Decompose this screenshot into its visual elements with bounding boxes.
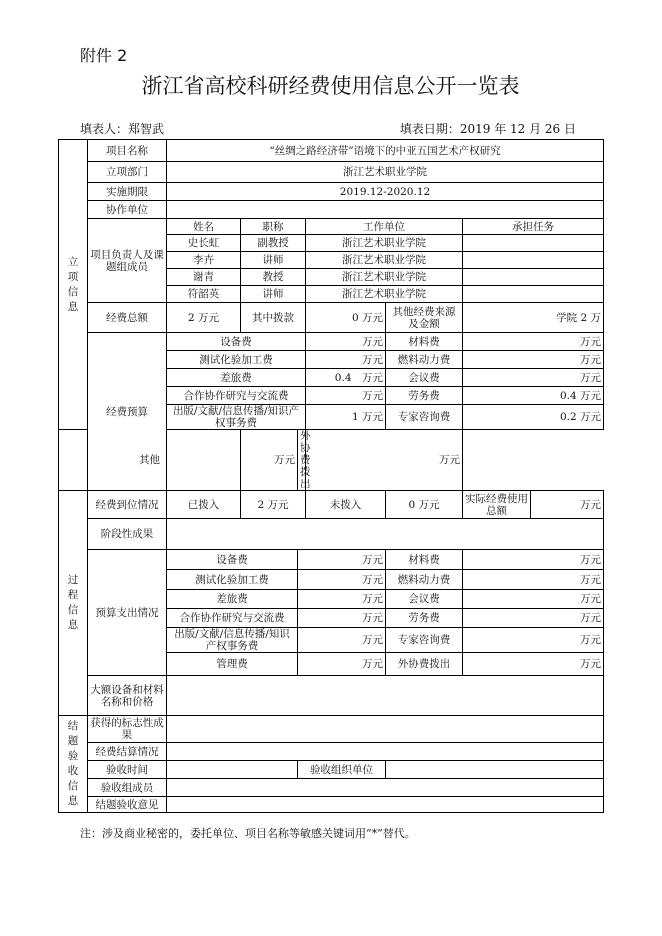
cell: 浙江艺术职业学院 xyxy=(306,235,463,252)
label: 经费结算情况 xyxy=(88,743,167,761)
label: 项目名称 xyxy=(88,140,167,162)
header: 工作单位 xyxy=(306,219,463,235)
cell: 燃料动力费 xyxy=(386,570,463,590)
other-funding: 学院 2 万 xyxy=(463,303,604,333)
cell: 劳务费 xyxy=(386,387,463,405)
page-title: 浙江省高校科研经费使用信息公开一览表 xyxy=(141,74,520,98)
cell: 讲师 xyxy=(241,252,306,269)
cell: 0.4 万元 xyxy=(306,369,386,387)
cell: 李卉 xyxy=(167,252,241,269)
cell: 万元 xyxy=(463,570,604,590)
cell: 合作协作研究与交流费 xyxy=(167,387,306,405)
cell: 1 万元 xyxy=(306,405,386,430)
filler-name: 填表人：郑智武 xyxy=(80,122,165,136)
label: 经费到位情况 xyxy=(88,491,167,519)
cell: 出版/文献/信息传播/知识产权事务费 xyxy=(167,405,306,430)
cell: 外协费拨出 xyxy=(386,653,463,676)
cell: 会议费 xyxy=(386,369,463,387)
cell: 合作协作研究与交流费 xyxy=(167,609,298,628)
cell: 万元 xyxy=(241,430,298,491)
cell: 万元 xyxy=(298,628,386,653)
cell xyxy=(463,269,604,286)
label: 已拨入 xyxy=(167,491,241,519)
large-items xyxy=(167,676,604,716)
cell: 管理费 xyxy=(167,653,298,676)
cell: 万元 xyxy=(463,351,604,369)
achievements xyxy=(167,716,604,743)
project-dept: 浙江艺术职业学院 xyxy=(167,162,604,183)
label: 验收组织单位 xyxy=(298,761,386,779)
cell: 材料费 xyxy=(386,333,463,351)
project-period: 2019.12-2020.12 xyxy=(167,183,604,201)
label: 验收时间 xyxy=(88,761,167,779)
fill-info-row xyxy=(58,122,603,137)
settlement xyxy=(167,743,604,761)
acceptance-org xyxy=(386,761,604,779)
cell: 浙江艺术职业学院 xyxy=(306,286,463,303)
actual: 万元 xyxy=(531,491,604,519)
cell xyxy=(463,252,604,269)
pending: 0 万元 xyxy=(386,491,463,519)
cell: 外协费拨出 xyxy=(298,430,306,491)
label: 预算支出情况 xyxy=(88,550,167,676)
cell: 符韶英 xyxy=(167,286,241,303)
section-process: 过程信息 xyxy=(59,491,88,716)
cell: 专家咨询费 xyxy=(386,405,463,430)
header: 职称 xyxy=(241,219,306,235)
cell: 史长虹 xyxy=(167,235,241,252)
cell: 差旅费 xyxy=(167,590,298,609)
cell: 万元 xyxy=(463,590,604,609)
acceptance-members xyxy=(167,779,604,797)
cell: 万元 xyxy=(298,590,386,609)
cell: 万元 xyxy=(306,351,386,369)
header: 姓名 xyxy=(167,219,241,235)
fill-date: 填表日期：2019 年 12 月 26 日 xyxy=(399,122,576,136)
label: 立项部门 xyxy=(88,162,167,183)
cell: 万元 xyxy=(306,430,463,491)
cell: 万元 xyxy=(463,653,604,676)
cell: 测试化验加工费 xyxy=(167,351,306,369)
attachment-label: 附件 2 xyxy=(80,46,128,65)
cell: 专家咨询费 xyxy=(386,628,463,653)
cell: 万元 xyxy=(463,628,604,653)
cell: 材料费 xyxy=(386,550,463,570)
cell: 万元 xyxy=(306,387,386,405)
label: 项目负责人及课题组成员 xyxy=(88,219,167,303)
allocated: 0 万元 xyxy=(306,303,386,333)
cell: 浙江艺术职业学院 xyxy=(306,269,463,286)
cell: 出版/文献/信息传播/知识产权事务费 xyxy=(167,628,298,653)
cell: 教授 xyxy=(241,269,306,286)
label: 阶段性成果 xyxy=(88,519,167,550)
project-name: “丝绸之路经济带”语境下的中亚五国艺术产权研究 xyxy=(167,140,604,162)
label: 其他经费来源及金额 xyxy=(386,303,463,333)
cell: 万元 xyxy=(298,550,386,570)
section-closing: 结题验收信息 xyxy=(59,716,88,813)
label: 经费预算 xyxy=(88,333,167,491)
label: 实际经费使用总额 xyxy=(463,491,531,519)
total-funding: 2 万元 xyxy=(167,303,241,333)
cell: 万元 xyxy=(463,369,604,387)
cell: 谢青 xyxy=(167,269,241,286)
cell: 讲师 xyxy=(241,286,306,303)
label: 获得的标志性成果 xyxy=(88,716,167,743)
coop-unit xyxy=(167,201,604,219)
label: 验收组成员 xyxy=(88,779,167,797)
cell: 万元 xyxy=(306,333,386,351)
page-content xyxy=(58,46,603,841)
label: 协作单位 xyxy=(88,201,167,219)
cell xyxy=(463,286,604,303)
cell: 0.4 万元 xyxy=(463,387,604,405)
cell xyxy=(463,235,604,252)
cell: 万元 xyxy=(298,653,386,676)
label: 经费总额 xyxy=(88,303,167,333)
footnote: 注：涉及商业秘密的，委托单位、项目名称等敏感关键词用“*”替代。 xyxy=(80,827,416,840)
cell: 浙江艺术职业学院 xyxy=(306,252,463,269)
cell: 万元 xyxy=(463,333,604,351)
cell: 燃料动力费 xyxy=(386,351,463,369)
cell: 其他 xyxy=(59,430,241,491)
cell: 测试化验加工费 xyxy=(167,570,298,590)
label: 未拨入 xyxy=(306,491,386,519)
cell: 万元 xyxy=(298,570,386,590)
cell: 万元 xyxy=(298,609,386,628)
label: 实施期限 xyxy=(88,183,167,201)
header: 承担任务 xyxy=(463,219,604,235)
label: 大额设备和材料名称和价格 xyxy=(88,676,167,716)
section-approval: 立项信息 xyxy=(59,140,88,430)
label: 其中拨款 xyxy=(241,303,306,333)
cell: 万元 xyxy=(463,550,604,570)
cell: 万元 xyxy=(463,609,604,628)
cell: 设备费 xyxy=(167,333,306,351)
cell: 差旅费 xyxy=(167,369,306,387)
stage-results xyxy=(167,519,604,550)
cell: 设备费 xyxy=(167,550,298,570)
received: 2 万元 xyxy=(241,491,306,519)
cell: 会议费 xyxy=(386,590,463,609)
cell: 副教授 xyxy=(241,235,306,252)
cell: 劳务费 xyxy=(386,609,463,628)
info-table xyxy=(58,139,604,813)
acceptance-opinion xyxy=(167,797,604,813)
cell: 0.2 万元 xyxy=(463,405,604,430)
acceptance-time xyxy=(167,761,298,779)
label: 结题验收意见 xyxy=(88,797,167,813)
